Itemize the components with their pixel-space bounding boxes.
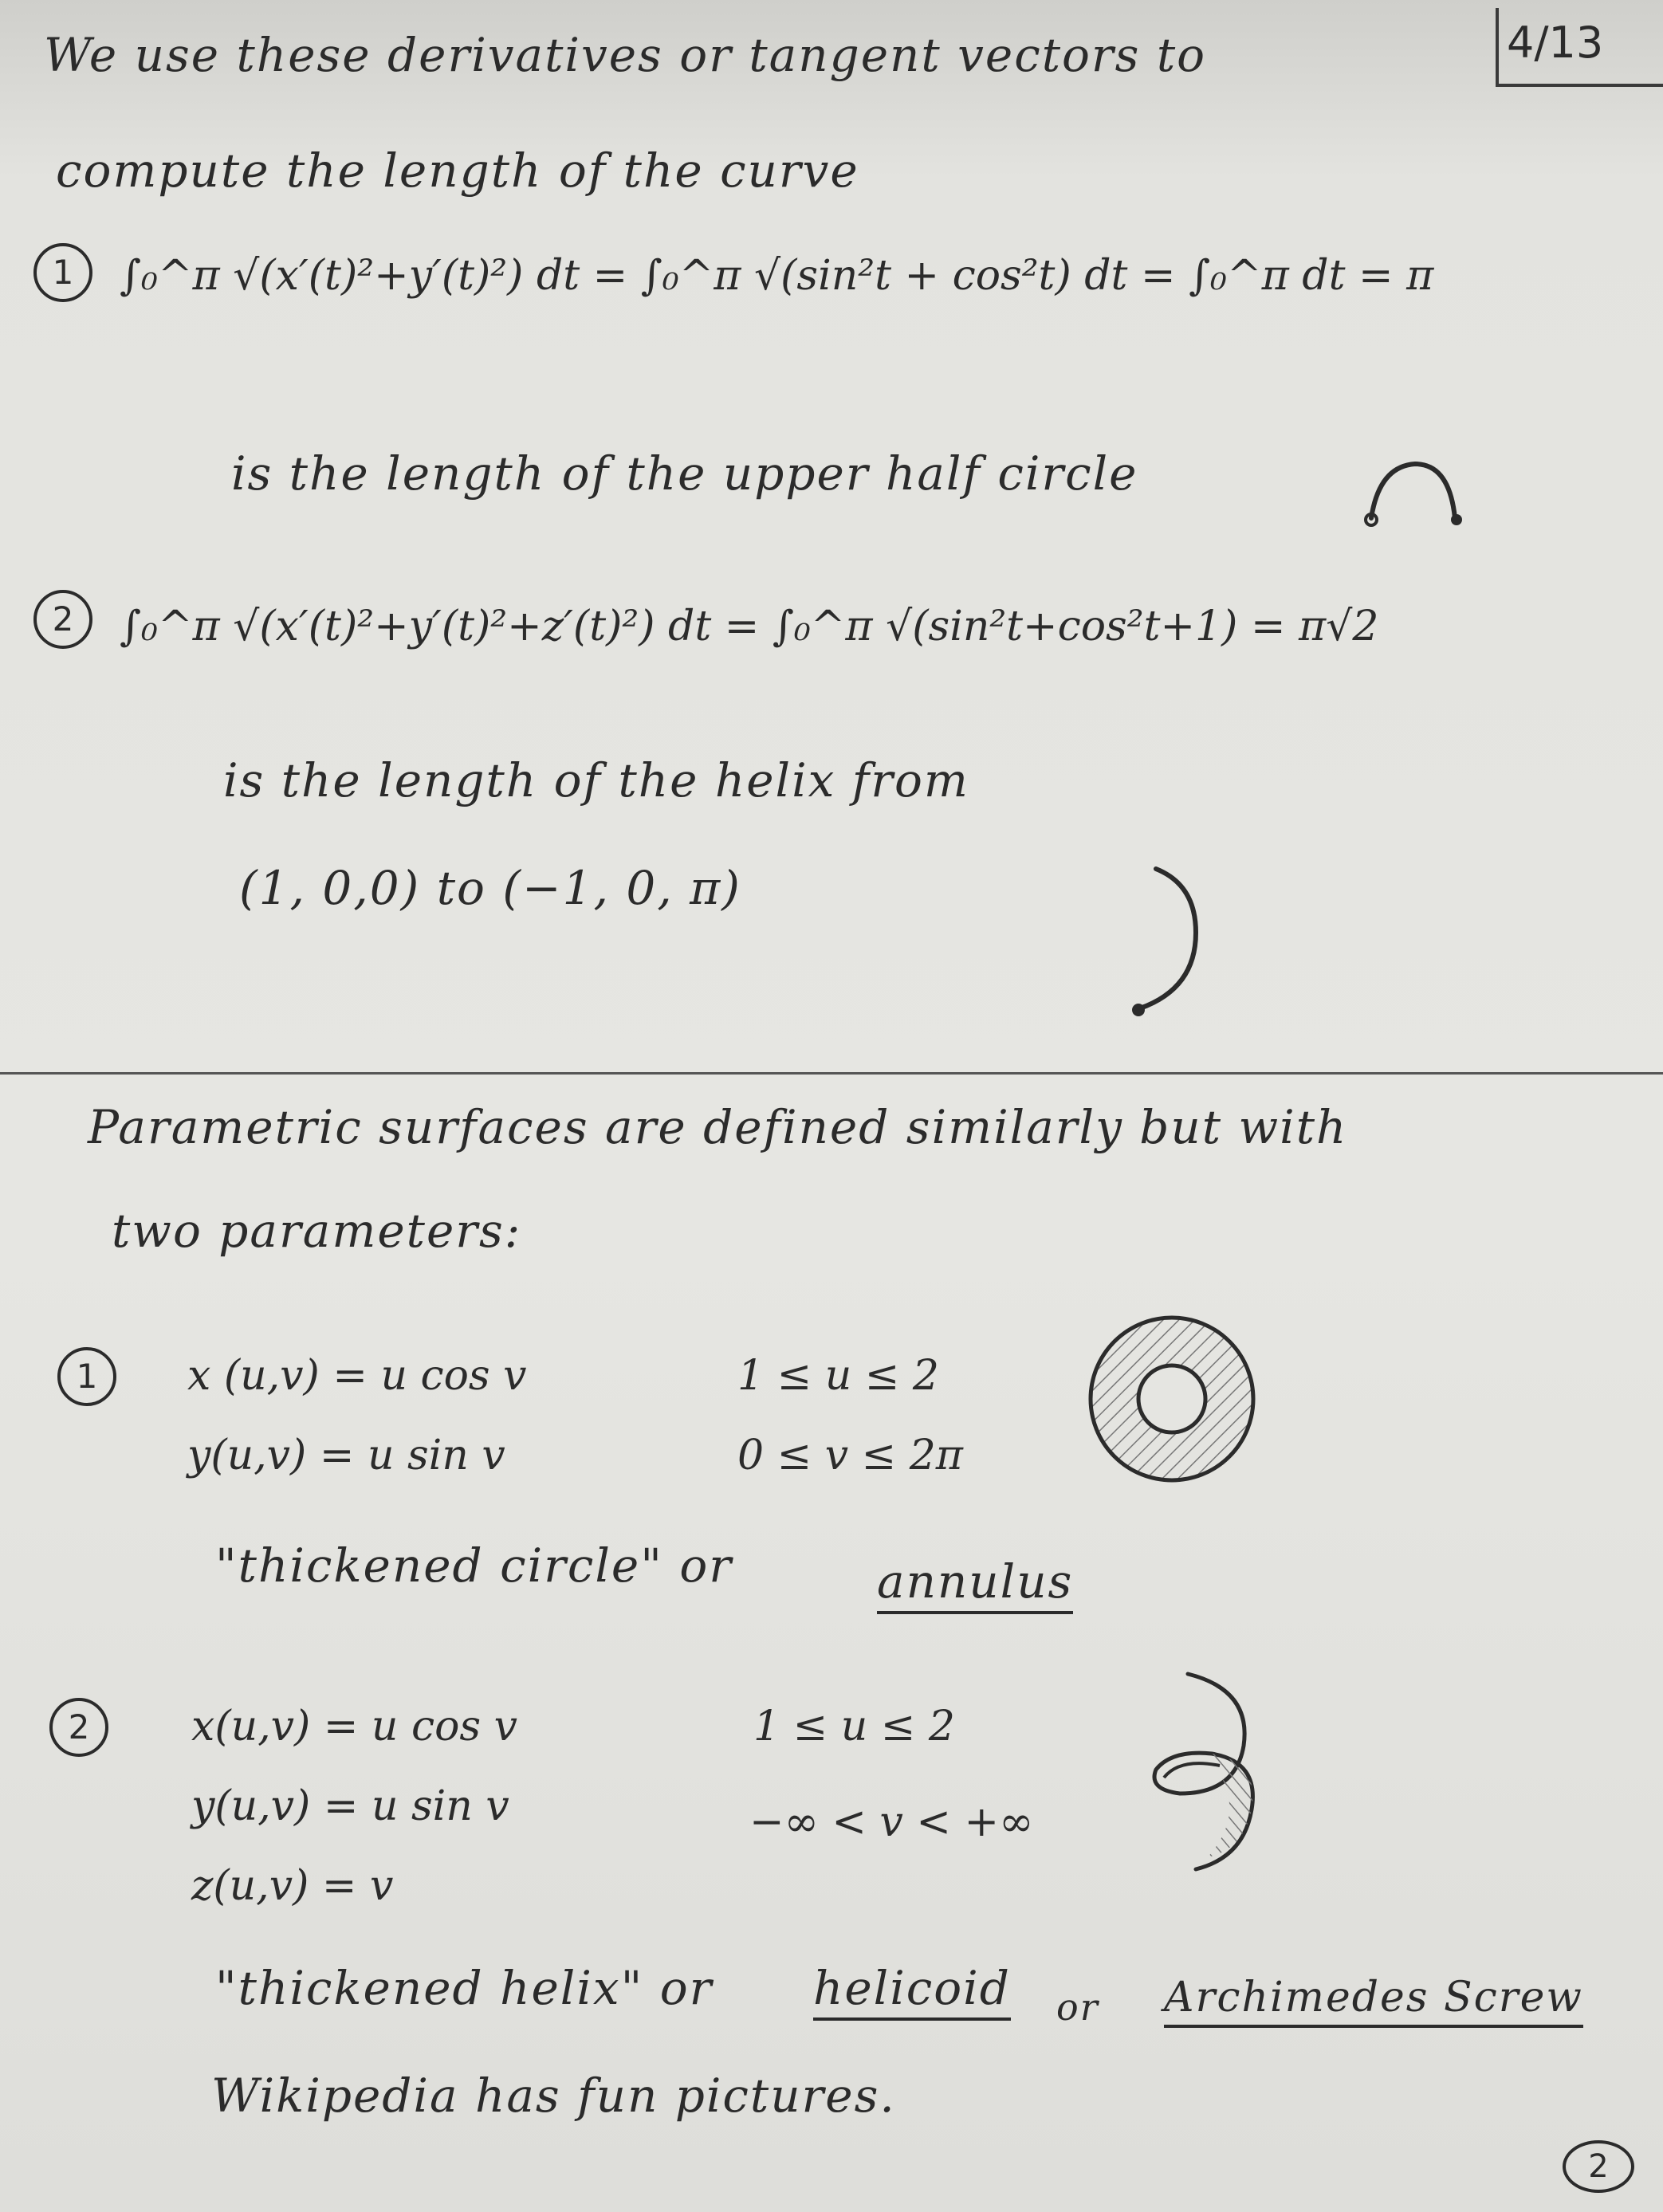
section-divider <box>0 1072 1663 1075</box>
surface-1-v-range: 0 ≤ v ≤ 2π <box>737 1432 963 1479</box>
surface-2-x-equation: x(u,v) = u cos v <box>191 1703 517 1750</box>
item-2-caption: is the length of the helix from <box>223 753 969 807</box>
intro-line-1: We use these derivatives or tangent vectors to <box>44 28 1207 82</box>
surface-2-v-range: −∞ < v < +∞ <box>749 1798 1034 1846</box>
surfaces-intro-line-2: two parameters: <box>112 1204 522 1258</box>
surface-1-name-prefix: "thickened circle" or <box>215 1538 733 1593</box>
surface-1-y-equation: y(u,v) = u sin v <box>187 1432 505 1479</box>
surface-2-z-equation: z(u,v) = v <box>191 1862 394 1910</box>
date-label: 4/13 <box>1507 18 1604 68</box>
surface-1-marker: 1 <box>57 1347 116 1406</box>
or-word: or <box>1056 1986 1099 2029</box>
item-1-marker: 1 <box>33 243 92 302</box>
archimedes-screw-term: Archimedes Screw <box>1164 1977 1583 2028</box>
annulus-term: annulus <box>877 1558 1073 1614</box>
page-number: 2 <box>1563 2140 1634 2193</box>
intro-line-2: compute the length of the curve <box>56 143 859 198</box>
surface-2-y-equation: y(u,v) = u sin v <box>191 1782 509 1830</box>
item-1-formula: ∫₀^π √(x′(t)²+y′(t)²) dt = ∫₀^π √(sin²t + cos²t) dt = ∫₀^π dt = π <box>120 252 1434 300</box>
surfaces-intro-line-1: Parametric surfaces are defined similarly but with <box>88 1100 1348 1154</box>
surface-2-name-prefix: "thickened helix" or <box>215 1961 714 2015</box>
annulus-sketch <box>1080 1307 1264 1491</box>
footnote: Wikipedia has fun pictures. <box>211 2069 896 2123</box>
item-2-endpoints: (1, 0,0) to (−1, 0, π) <box>239 861 741 915</box>
helix-curve-sketch <box>1108 853 1220 1028</box>
surface-1-u-range: 1 ≤ u ≤ 2 <box>737 1352 939 1400</box>
surface-2-marker: 2 <box>49 1698 108 1757</box>
half-circle-sketch <box>1355 446 1475 534</box>
item-2-formula: ∫₀^π √(x′(t)²+y′(t)²+z′(t)²) dt = ∫₀^π √(sin²t+cos²t+1) = π√2 <box>120 603 1379 650</box>
item-2-marker: 2 <box>33 590 92 649</box>
item-1-caption: is the length of the upper half circle <box>231 446 1138 501</box>
helicoid-sketch <box>1132 1658 1276 1881</box>
helicoid-term: helicoid <box>813 1965 1011 2021</box>
surface-1-x-equation: x (u,v) = u cos v <box>187 1352 527 1400</box>
surface-2-u-range: 1 ≤ u ≤ 2 <box>753 1703 955 1750</box>
